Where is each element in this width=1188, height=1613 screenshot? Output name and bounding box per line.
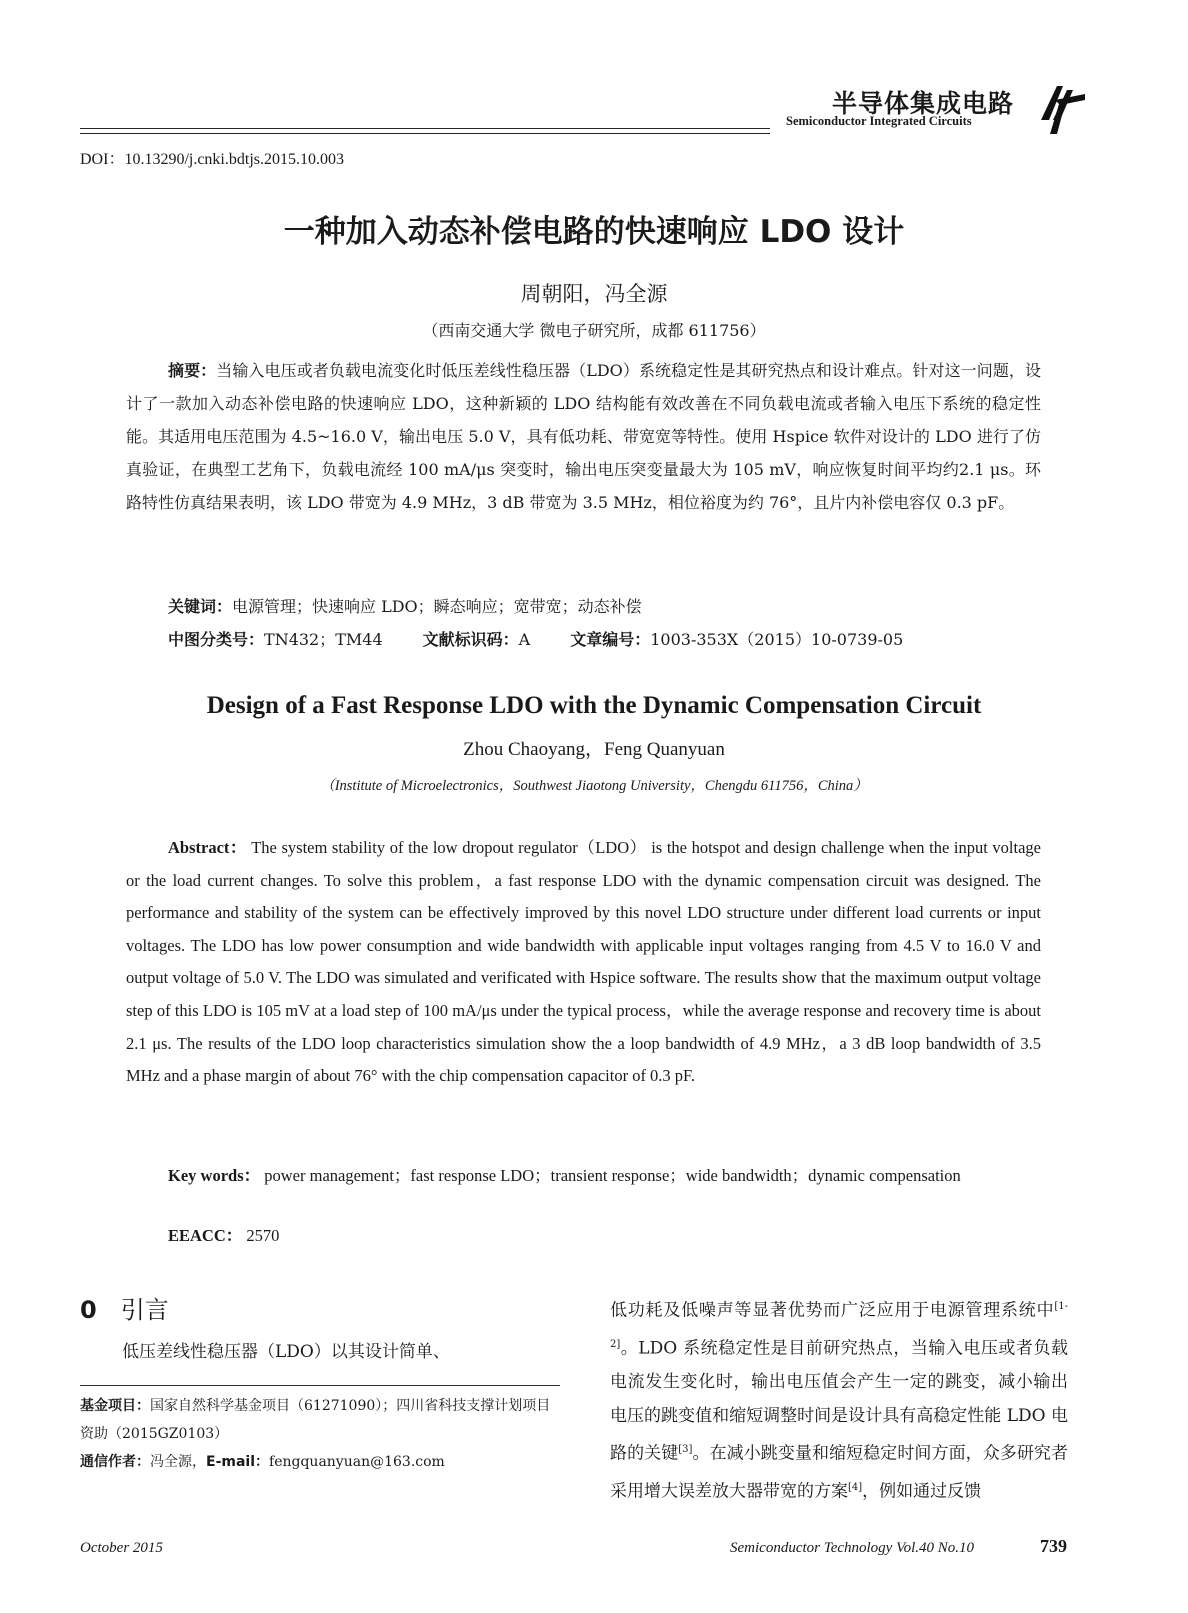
eeacc-label: EEACC：	[168, 1226, 243, 1245]
abstract-label-en: Abstract：	[168, 838, 247, 857]
cls-label: 中图分类号：	[168, 630, 265, 649]
footnotes	[80, 1392, 560, 1476]
affiliation-en: （Institute of Microelectronics，Southwest Jiaotong University，Chengdu 611756，China）	[320, 778, 868, 794]
footer-date: October 2015	[80, 1540, 163, 1556]
authors-cn: 周朝阳，冯全源	[520, 282, 668, 306]
abstract-label-cn: 摘要：	[168, 361, 217, 380]
intro-right-part4: ，例如通过反馈	[862, 1482, 982, 1503]
keywords-label-cn: 关键词：	[168, 597, 233, 616]
section-title: 引言	[120, 1296, 169, 1324]
header-rule-top	[80, 128, 770, 129]
abstract-text-cn: 当输入电压或者负载电流变化时低压差线性稳压器（LDO）系统稳定性是其研究热点和设计难点。针对这一问题，设计了一款加入动态补偿电路的快速响应 LDO，这种新颖的 LDO 结构能有效改善在不同负载电流或者输入电压下系统的稳定性能。其适用电压范围为 4.5~16.0 V，输出电压 5.0 V，具有低功耗、带宽宽等特性。使用 Hspice 软件对设计的 LDO 进行了仿真验证，在典型工艺角下，负载电流经 100 mA/μs 突变时，输出电压突变量最大为 105 mV，响应恢复时间平均约2.1 μs。环路特性仿真结果表明，该 LDO 带宽为 4.9 MHz，3 dB 带宽为 3.5 MHz，相位裕度为约 76°，且片内补偿电容仅 0.3 pF。	[126, 361, 1041, 512]
email-value: fengquanyuan@163.com	[269, 1454, 445, 1470]
header-rule-bottom	[80, 133, 770, 134]
footer-journal: Semiconductor Technology Vol.40 No.10	[730, 1540, 975, 1556]
article-label: 文章编号：	[570, 630, 651, 649]
eeacc	[168, 1222, 279, 1246]
corr-label: 通信作者：	[80, 1454, 150, 1470]
abstract-cn	[126, 354, 1041, 519]
keywords-text-cn: 电源管理；快速响应 LDO；瞬态响应；宽带宽；动态补偿	[232, 597, 642, 616]
intro-text-right	[610, 1290, 1068, 1510]
doi: DOI：10.13290/j.cnki.bdtjs.2015.10.003	[80, 151, 344, 168]
doccode-value: A	[518, 630, 531, 649]
section-number: 0	[80, 1296, 97, 1324]
footnote-rule	[80, 1385, 560, 1386]
ref-3[interactable]: [3]	[678, 1444, 693, 1456]
keywords-cn	[168, 594, 642, 617]
fund-text: 国家自然科学基金项目（61271090）；四川省科技支撑计划项目资助（2015GZ0103）	[80, 1398, 551, 1442]
ref-4[interactable]: [4]	[848, 1482, 863, 1494]
keywords-text-en: power management；fast response LDO；transient response；wide bandwidth；dynamic compensation	[264, 1166, 961, 1185]
keywords-label-en: Key words：	[168, 1166, 261, 1185]
article-value: 1003-353X（2015）10-0739-05	[650, 630, 904, 649]
footnote-fund	[80, 1392, 560, 1448]
doccode-label: 文献标识码：	[422, 630, 519, 649]
section-heading-intro	[80, 1290, 169, 1325]
keywords-en	[126, 1160, 1041, 1192]
abstract-text-en: The system stability of the low dropout regulator（LDO） is the hotspot and design challenge when the input voltage or the load current changes. To solve this problem，a fast response LDO with the dynamic compensation circuit was designed. The performance and stability of the system can be effectively improved by this novel LDO structure under different load currents or input voltages. The LDO has low power consumption and wide bandwidth with applicable input voltages ranging from 4.5 V to 16.0 V and output voltage of 5.0 V. The LDO was simulated and verificated with Hspice software. The results show that the maximum output voltage step of this LDO is 105 mV at a load step of 100 mA/μs under the typical process，while the average response and recovery time is about 2.1 μs. The results of the LDO loop characteristics simulation show the a loop bandwidth of 4.9 MHz，a 3 dB loop bandwidth of 3.5 MHz and a phase margin of about 76° with the chip compensation capacitor of 0.3 pF.	[126, 838, 1041, 1086]
email-label: E-mail：	[206, 1454, 270, 1470]
cls-value: TN432；TM44	[264, 630, 383, 649]
abstract-en	[126, 832, 1041, 1093]
page-number: 739	[1040, 1536, 1067, 1556]
paper-title-cn: 一种加入动态补偿电路的快速响应 LDO 设计	[283, 214, 905, 250]
affiliation-cn: （西南交通大学 微电子研究所，成都 611756）	[422, 321, 766, 340]
footnote-corresponding	[80, 1448, 560, 1476]
ref-1-2[interactable]: [1-2]	[610, 1301, 1068, 1351]
authors-en: Zhou Chaoyang，Feng Quanyuan	[463, 739, 725, 760]
journal-name-en: Semiconductor Integrated Circuits	[786, 114, 972, 128]
classification-line	[168, 627, 1048, 650]
eeacc-value: 2570	[246, 1226, 280, 1245]
corr-name: 冯全源，	[150, 1454, 206, 1470]
fund-label: 基金项目：	[80, 1398, 150, 1414]
intro-right-part1: 低功耗及低噪声等显著优势而广泛应用于电源管理系统中	[610, 1300, 1055, 1321]
intro-right-part3: 。在减小跳变量和缩短稳定时间方面，众多研究者采用增大误差放大器带宽的方案	[610, 1443, 1068, 1503]
intro-right-part2: 。LDO 系统稳定性是目前研究热点，当输入电压或者负载电流发生变化时，输出电压值会产生一定的跳变，减小输出电压的跳变值和缩短调整时间是设计具有高稳定性能 LDO 电路的关键	[610, 1338, 1068, 1464]
intro-text-left: 低压差线性稳压器（LDO）以其设计简单、	[122, 1342, 450, 1362]
paper-title-en: Design of a Fast Response LDO with the Dynamic Compensation Circuit	[206, 692, 982, 719]
journal-logo-icon	[1035, 80, 1087, 136]
journal-name-cn: 半导体集成电路	[832, 89, 1015, 118]
